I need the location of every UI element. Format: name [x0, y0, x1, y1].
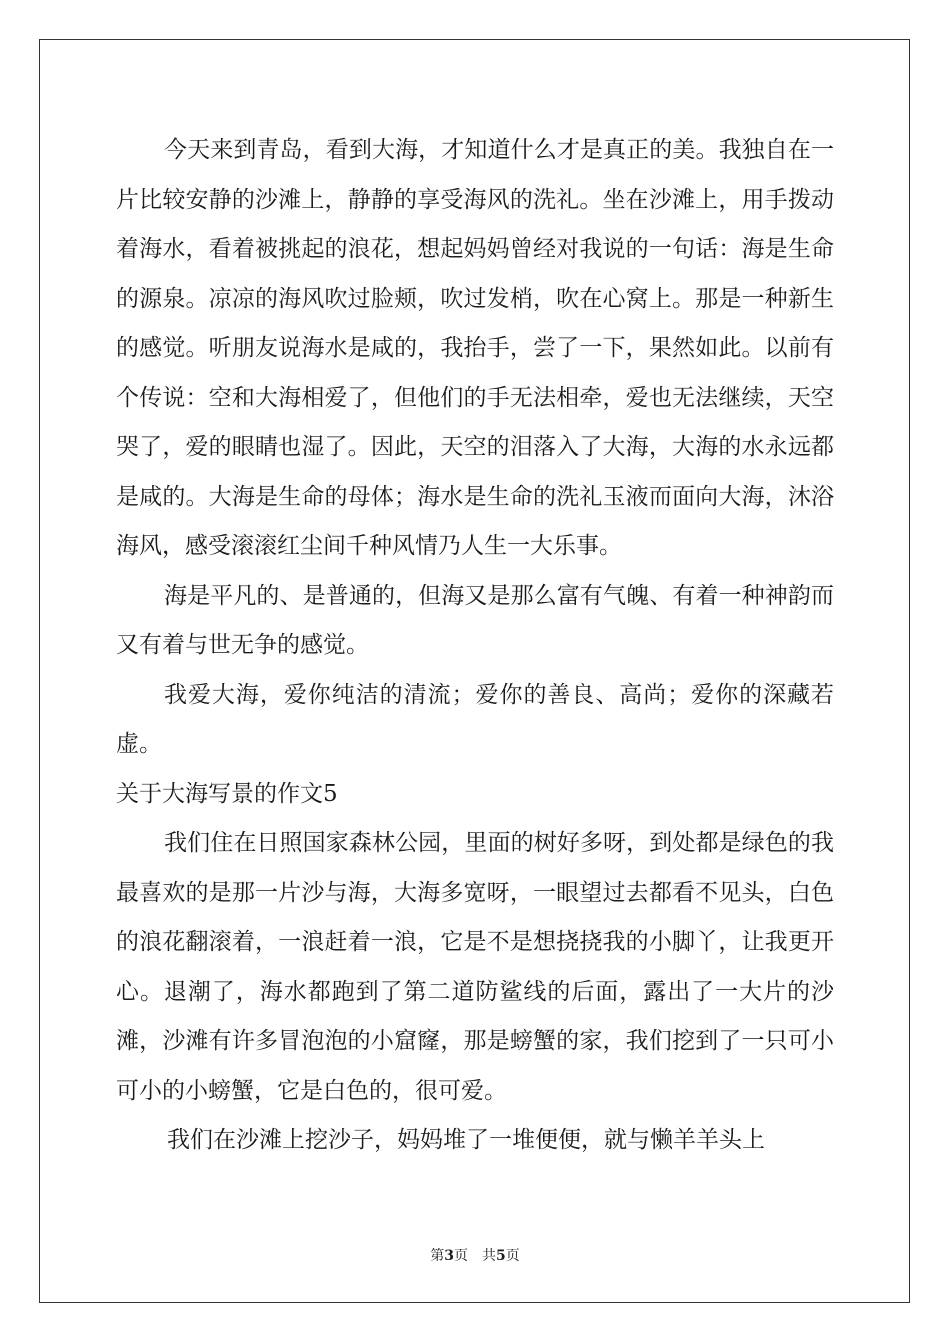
paragraph: 我们住在日照国家森林公园，里面的树好多呀，到处都是绿色的我最喜欢的是那一片沙与海，大海多宽呀，一眼望过去都看不见头，白色的浪花翻滚着，一浪赶着一浪，它是不是想挠挠我的小脚丫，让我更开心。退潮了，海水都跑到了第二道防鲨线的后面，露出了一大片的沙滩，沙滩有许多冒泡泡的小窟窿，那是螃蟹的家，我们挖到了一只可小可小的小螃蟹，它是白色的，很可爱。: [116, 830, 834, 1104]
total-pages-number: 5: [496, 1248, 506, 1264]
paragraph: 今天来到青岛，看到大海，才知道什么才是真正的美。我独自在一片比较安静的沙滩上，静静的享受海风的洗礼。坐在沙滩上，用手拨动着海水，看着被挑起的浪花，想起妈妈曾经对我说的一句话：海是生命的源泉。凉凉的海风吹过脸颊，吹过发梢，吹在心窝上。那是一种新生的感觉。听朋友说海水是咸的，我抬手，尝了一下，果然如此。以前有个传说：空和大海相爱了，但他们的手无法相牵，爱也无法继续，天空哭了，爱的眼睛也湿了。因此，天空的泪落入了大海，大海的水永远都是咸的。大海是生命的母体；海水是生命的洗礼玉液而面向大海，沐浴海风，感受滚滚红尘间千种风情乃人生一大乐事。: [116, 137, 834, 559]
section-heading: 关于大海写景的作文5: [116, 780, 338, 807]
footer-mid: 页 共: [454, 1248, 496, 1264]
paragraph: 海是平凡的、是普通的，但海又是那么富有气魄、有着一种神韵而又有着与世无争的感觉。: [116, 582, 834, 658]
document-body: [116, 126, 834, 1166]
paragraph: 我们在沙滩上挖沙子，妈妈堆了一堆便便，就与懒羊羊头上: [167, 1127, 765, 1153]
footer-suffix: 页: [505, 1248, 520, 1264]
page-footer: [0, 1245, 950, 1265]
footer-prefix: 第: [430, 1248, 445, 1264]
paragraph: 我爱大海，爱你纯洁的清流；爱你的善良、高尚；爱你的深藏若虚。: [116, 681, 834, 757]
current-page-number: 3: [444, 1248, 454, 1264]
